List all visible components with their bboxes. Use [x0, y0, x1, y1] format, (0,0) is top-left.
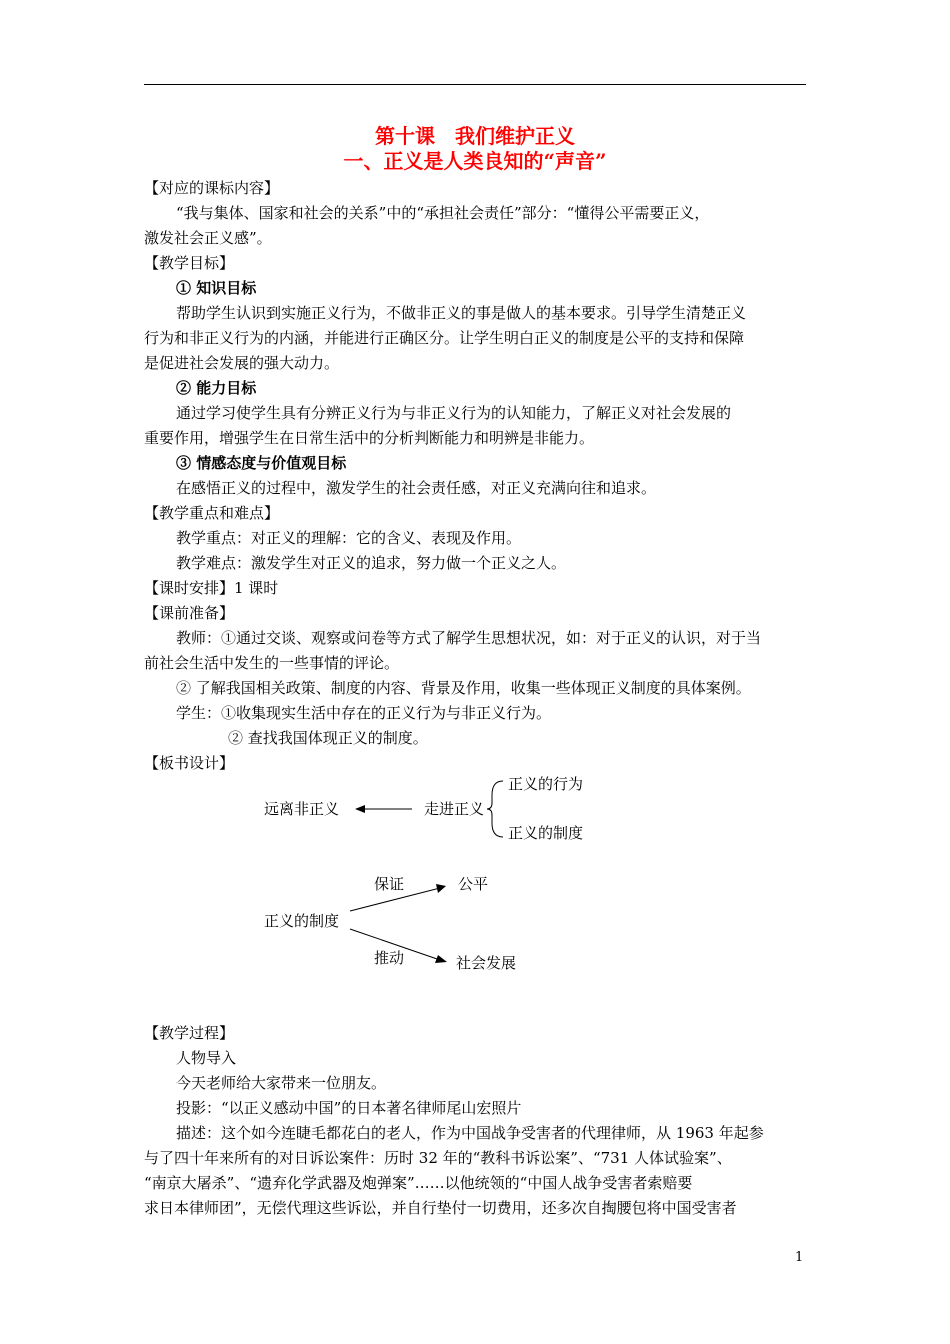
paragraph: 教师：①通过交谈、观察或问卷等方式了解学生思想状况，如：对于正义的认识，对于当	[176, 629, 762, 647]
paragraph: 在感悟正义的过程中，激发学生的社会责任感，对正义充满向往和追求。	[176, 479, 657, 497]
paragraph: “南京大屠杀”、“遗弃化学武器及炮弹案”……以他统领的“中国人战争受害者索赔要	[144, 1174, 693, 1192]
heading-curriculum: 【对应的课标内容】	[144, 179, 280, 197]
paragraph: 教学重点：对正义的理解：它的含义、表现及作用。	[176, 529, 522, 547]
diagram-center-label: 走进正义	[424, 800, 485, 818]
paragraph: 重要作用，增强学生在日常生活中的分析判断能力和明辨是非能力。	[144, 429, 595, 447]
arrow-down-head	[435, 955, 447, 963]
paragraph: 激发社会正义感”。	[144, 229, 272, 247]
brace-icon	[487, 781, 503, 837]
diagram2-source: 正义的制度	[264, 912, 340, 930]
diagram-bottom-label: 正义的制度	[508, 824, 584, 842]
diagram2-target-down: 社会发展	[456, 954, 517, 972]
paragraph: 描述：这个如今连睫毛都花白的老人，作为中国战争受害者的代理律师，从 1963 年起参	[176, 1124, 764, 1142]
paragraph: 求日本律师团”，无偿代理这些诉讼，并自行垫付一切费用，还多次自掏腰包将中国受害者	[144, 1199, 737, 1217]
arrow-left-head	[355, 805, 365, 813]
paragraph: 投影：“以正义感动中国”的日本著名律师尾山宏照片	[176, 1099, 522, 1117]
paragraph: 是促进社会发展的强大动力。	[144, 354, 340, 372]
paragraph: ② 查找我国体现正义的制度。	[228, 729, 428, 747]
heading-objectives: 【教学目标】	[144, 254, 235, 272]
paragraph: 与了四十年来所有的对日诉讼案件：历时 32 年的“教科书诉讼案”、“731 人体试验案”、	[144, 1149, 732, 1167]
paragraph: “我与集体、国家和社会的关系”中的“承担社会责任”部分：“懂得公平需要正义，	[176, 204, 710, 222]
paragraph: 今天老师给大家带来一位朋友。	[176, 1074, 387, 1092]
heading-key-points: 【教学重点和难点】	[144, 504, 280, 522]
subheading-knowledge: ① 知识目标	[176, 279, 257, 297]
heading-preparation: 【课前准备】	[144, 604, 235, 622]
paragraph: 行为和非正义行为的内涵，并能进行正确区分。让学生明白正义的制度是公平的支持和保障	[144, 329, 745, 347]
paragraph: 帮助学生认识到实施正义行为，不做非正义的事是做人的基本要求。引导学生清楚正义	[176, 304, 747, 322]
diagram2-target-up: 公平	[458, 875, 489, 893]
paragraph: 人物导入	[176, 1049, 237, 1067]
paragraph: 教学难点：激发学生对正义的追求，努力做一个正义之人。	[176, 554, 567, 572]
paragraph: 通过学习使学生具有分辨正义行为与非正义行为的认知能力，了解正义对社会发展的	[176, 404, 732, 422]
paragraph: 学生：①收集现实生活中存在的正义行为与非正义行为。	[176, 704, 552, 722]
paragraph: ② 了解我国相关政策、制度的内容、背景及作用，收集一些体现正义制度的具体案例。	[176, 679, 751, 697]
heading-board-design: 【板书设计】	[144, 754, 235, 772]
diagram-left-label: 远离非正义	[264, 800, 340, 818]
paragraph: 前社会生活中发生的一些事情的评论。	[144, 654, 400, 672]
section-title: 一、正义是人类良知的“声音”	[343, 149, 607, 173]
diagram-top-label: 正义的行为	[508, 775, 584, 793]
heading-schedule: 【课时安排】1 课时	[144, 579, 279, 597]
heading-process: 【教学过程】	[144, 1024, 235, 1042]
lesson-title: 第十课 我们维护正义	[375, 124, 575, 148]
diagram2-label-up: 保证	[374, 875, 405, 893]
arrow-up-head	[436, 884, 446, 893]
subheading-values: ③ 情感态度与价值观目标	[176, 454, 347, 472]
page-number: 1	[795, 1250, 804, 1265]
subheading-ability: ② 能力目标	[176, 379, 257, 397]
diagram2-label-down: 推动	[374, 949, 405, 967]
